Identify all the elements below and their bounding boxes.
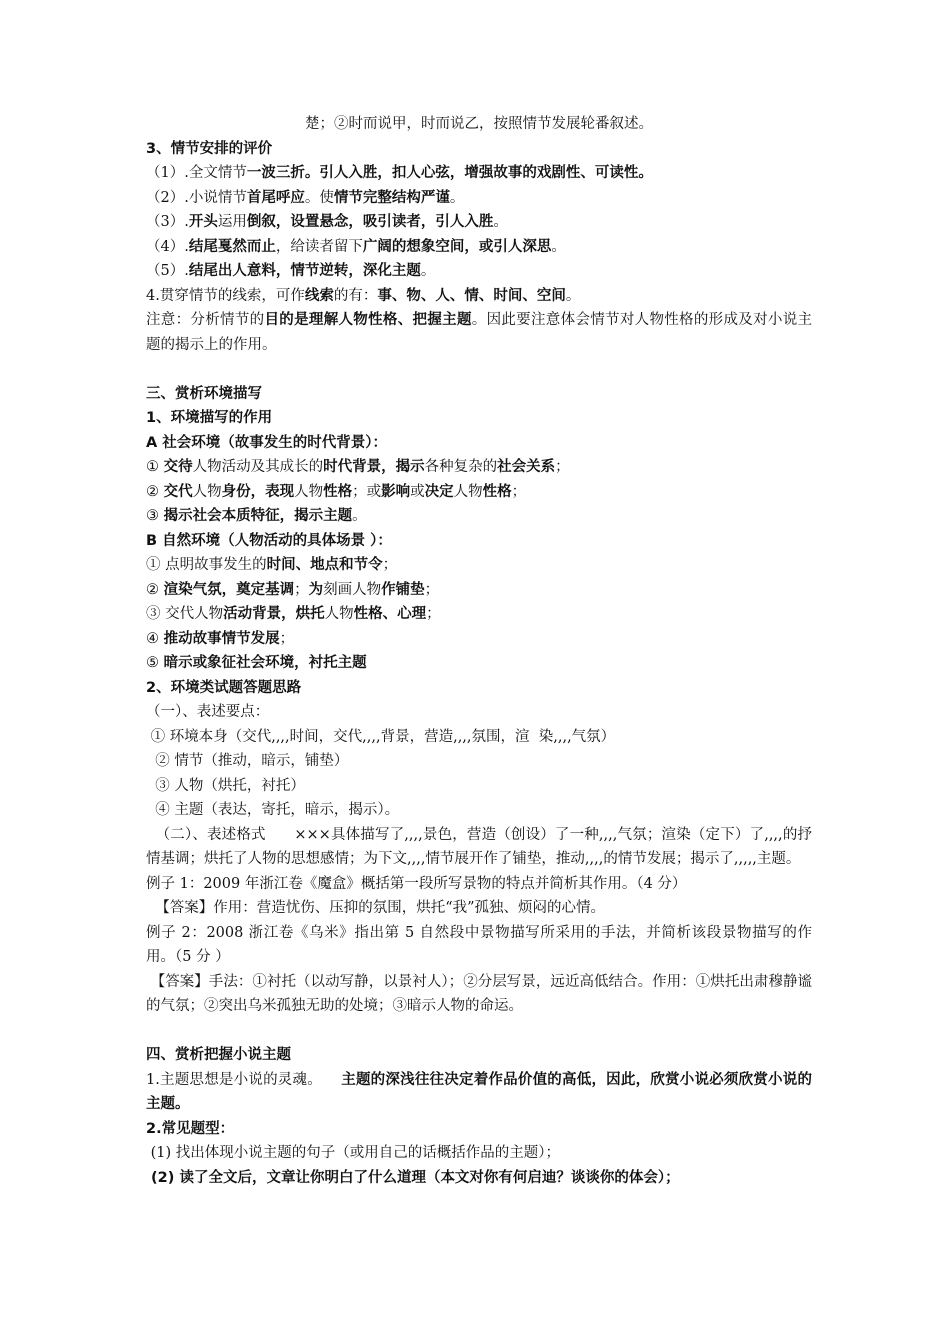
text-line: ④ 主题（表达，寄托，暗示，揭示）。: [146, 802, 400, 818]
blank-line: [146, 357, 812, 382]
section-heading: A 社会环境（故事发生的时代背景）：: [146, 434, 388, 451]
section-heading: 1、环境描写的作用: [146, 410, 273, 426]
text-line: ② 情节（推动，暗示，铺垫）: [146, 753, 349, 769]
text-line: 楚；②时而说甲，时而说乙，按照情节发展轮番叙述。: [305, 116, 653, 132]
text-line: （1）.全文情节一波三折。引人入胜，扣人心弦，增强故事的戏剧性、可读性。: [146, 165, 653, 181]
text-line: (2) 读了全文后，文章让你明白了什么道理（本文对你有何启迪？谈谈你的体会）；: [146, 1169, 680, 1186]
paragraph: （二）、表述格式 ×××具体描写了,,,,景色，营造（创设）了一种,,,,气氛；渲染（定下）了,,,,的抒情基调；烘托了人物的思想感情；为下文,,,,情节展开作了铺垫，推动,,,,的情节发展；揭示了,,,,,主题。: [146, 826, 812, 867]
paragraph: 1.主题思想是小说的灵魂。 主题的深浅往往决定着作品价值的高低，因此，欣赏小说必须欣赏小说的主题。: [146, 1071, 812, 1112]
text-line: (1) 找出体现小说主题的句子（或用自己的话概括作品的主题）；: [146, 1145, 561, 1161]
text-line: （一）、表述要点：: [146, 704, 270, 720]
text-line: ② 渲染气氛，奠定基调；为刻画人物作铺垫；: [146, 581, 440, 598]
section-heading: 四、赏析把握小说主题: [146, 1047, 291, 1063]
text-line: ③ 人物（烘托，衬托）: [146, 777, 305, 794]
text-line: （2）.小说情节首尾呼应。使情节完整结构严谨。: [146, 189, 465, 206]
text-line: 例子 1：2009 年浙江卷《魔盒》概括第一段所写景物的特点并简析其作用。（4 分）: [146, 875, 687, 892]
document-page: [146, 112, 812, 1190]
paragraph: 注意：分析情节的目的是理解人物性格、把握主题。因此要注意体会情节对人物性格的形成及对小说主题的揭示上的作用。: [146, 312, 813, 353]
text-line: 【答案】作用：营造忧伤、压抑的氛围，烘托“我”孤独、烦闷的心情。: [146, 900, 606, 916]
text-line: 4.贯穿情节的线索，可作线索的有：事、物、人、情、时间、空间。: [146, 287, 581, 304]
section-heading: 三、赏析环境描写: [146, 385, 262, 402]
paragraph: 例子 2：2008 浙江卷《乌米》指出第 5 自然段中景物描写所采用的手法，并简析该段景物描写的作用。（5 分 ）: [146, 924, 812, 965]
text-line: （5）.结尾出人意料，情节逆转，深化主题。: [146, 263, 436, 279]
paragraph: 【答案】手法：①衬托（以动写静，以景衬人）；②分层写景，远近高低结合。作用：①烘托出肃穆静谧的气氛；②突出乌米孤独无助的处境；③暗示人物的命运。: [146, 973, 813, 1014]
section-heading: B 自然环境（人物活动的具体场景 ）：: [146, 532, 392, 549]
text-line: ① 交待人物活动及其成长的时代背景，揭示各种复杂的社会关系；: [146, 459, 570, 475]
blank-line: [146, 1019, 812, 1044]
section-heading: 2、环境类试题答题思路: [146, 679, 302, 696]
section-heading: 3、情节安排的评价: [146, 140, 273, 157]
text-line: ② 交代人物身份，表现人物性格；或影响或决定人物性格；: [146, 483, 527, 500]
text-line: ① 点明故事发生的时间、地点和节令；: [146, 557, 398, 573]
text-line: （3）.开头运用倒叙，设置悬念，吸引读者，引人入胜。: [146, 214, 508, 230]
text-line: ③ 交代人物活动背景，烘托人物性格、心理；: [146, 606, 441, 622]
text-line: （4）.结尾戛然而止，给读者留下广阔的想象空间，或引人深思。: [146, 238, 566, 255]
section-heading: 2.常见题型：: [146, 1120, 235, 1137]
text-line: ⑤ 暗示或象征社会环境，衬托主题: [146, 655, 367, 671]
text-line: ① 环境本身（交代,,,,时间，交代,,,,背景，营造,,,,氛围，渲 染,,,,气氛）: [146, 728, 616, 745]
text-line: ③ 揭示社会本质特征，揭示主题。: [146, 508, 367, 524]
text-line: ④ 推动故事情节发展；: [146, 630, 295, 647]
